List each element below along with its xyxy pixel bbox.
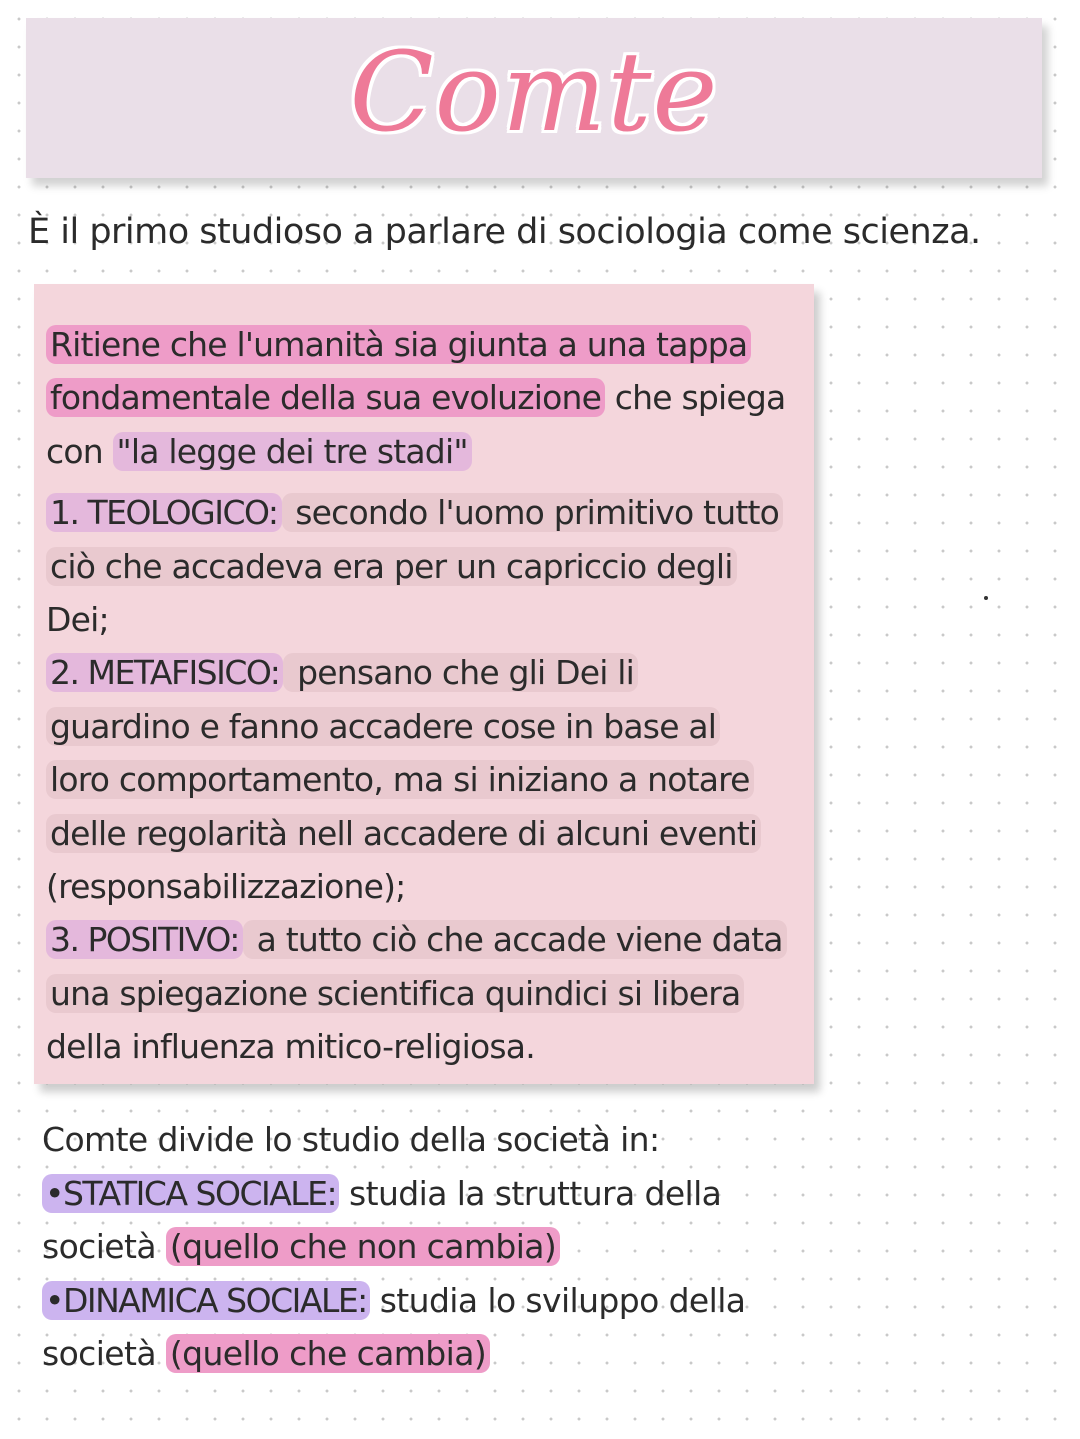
highlight: (quello che cambia) [166,1334,490,1373]
stage-1-label: 1. TEOLOGICO: [46,493,282,532]
text-span: della influenza mitico-religiosa. [46,1027,535,1067]
section-intro: Comte divide lo studio della società in: [42,1120,660,1159]
statica-label: •STATICA SOCIALE: [42,1174,339,1213]
stage-2-line [46,807,806,860]
intro-sentence: È il primo studioso a parlare di sociologia come scienza. [28,212,981,252]
stage-1-line [46,486,806,539]
stage-3-line [46,913,806,966]
stage-2-label: 2. METAFISICO: [46,653,283,692]
stage-2-line [46,860,806,913]
note-box-text [46,318,806,1074]
text-span: studia la struttura della [339,1173,722,1213]
text-span: che spiega [605,378,786,418]
stray-dot [984,596,988,600]
paragraph-line [46,371,806,424]
highlight: pensano che gli Dei li [283,653,638,692]
society-study-section [42,1113,942,1381]
stage-3-label: 3. POSITIVO: [46,920,243,959]
text-span: (responsabilizzazione); [46,867,406,907]
paragraph-line [46,318,806,371]
stage-2-line [46,646,806,699]
statica-line [42,1167,942,1221]
stage-1-line [46,540,806,593]
text-span: Dei; [46,600,109,640]
highlight: delle regolarità nell accadere di alcuni eventi [46,814,761,853]
highlight: ciò che accadeva era per un capriccio degli [46,547,737,586]
stage-1-line [46,593,806,646]
highlight: secondo l'uomo primitivo tutto [282,493,783,532]
dinamica-label: •DINAMICA SOCIALE: [42,1281,370,1320]
text-span: società [42,1334,166,1373]
title-banner [26,18,1042,178]
highlight: guardino e fanno accadere cose in base al [46,707,720,746]
statica-line [42,1220,942,1274]
page-title: Comte [349,28,719,156]
text-span: studia lo sviluppo della [369,1280,746,1320]
text-span: con [46,431,113,471]
stage-3-line [46,967,806,1020]
stage-3-line [46,1020,806,1073]
highlight: (quello che non cambia) [166,1227,560,1266]
stage-2-line [46,700,806,753]
highlight: loro comportamento, ma si iniziano a notare [46,760,754,799]
dinamica-line [42,1327,942,1381]
highlight: fondamentale della sua evoluzione [46,378,605,417]
dinamica-line [42,1274,942,1328]
paragraph-line [46,425,806,478]
highlight: "la legge dei tre stadi" [113,432,472,471]
text-span: società [42,1227,166,1266]
highlight: Ritiene che l'umanità sia giunta a una tappa [46,325,751,364]
highlight: una spiegazione scientifica quindici si libera [46,974,744,1013]
highlight: a tutto ciò che accade viene data [243,920,787,959]
stage-2-line [46,753,806,806]
